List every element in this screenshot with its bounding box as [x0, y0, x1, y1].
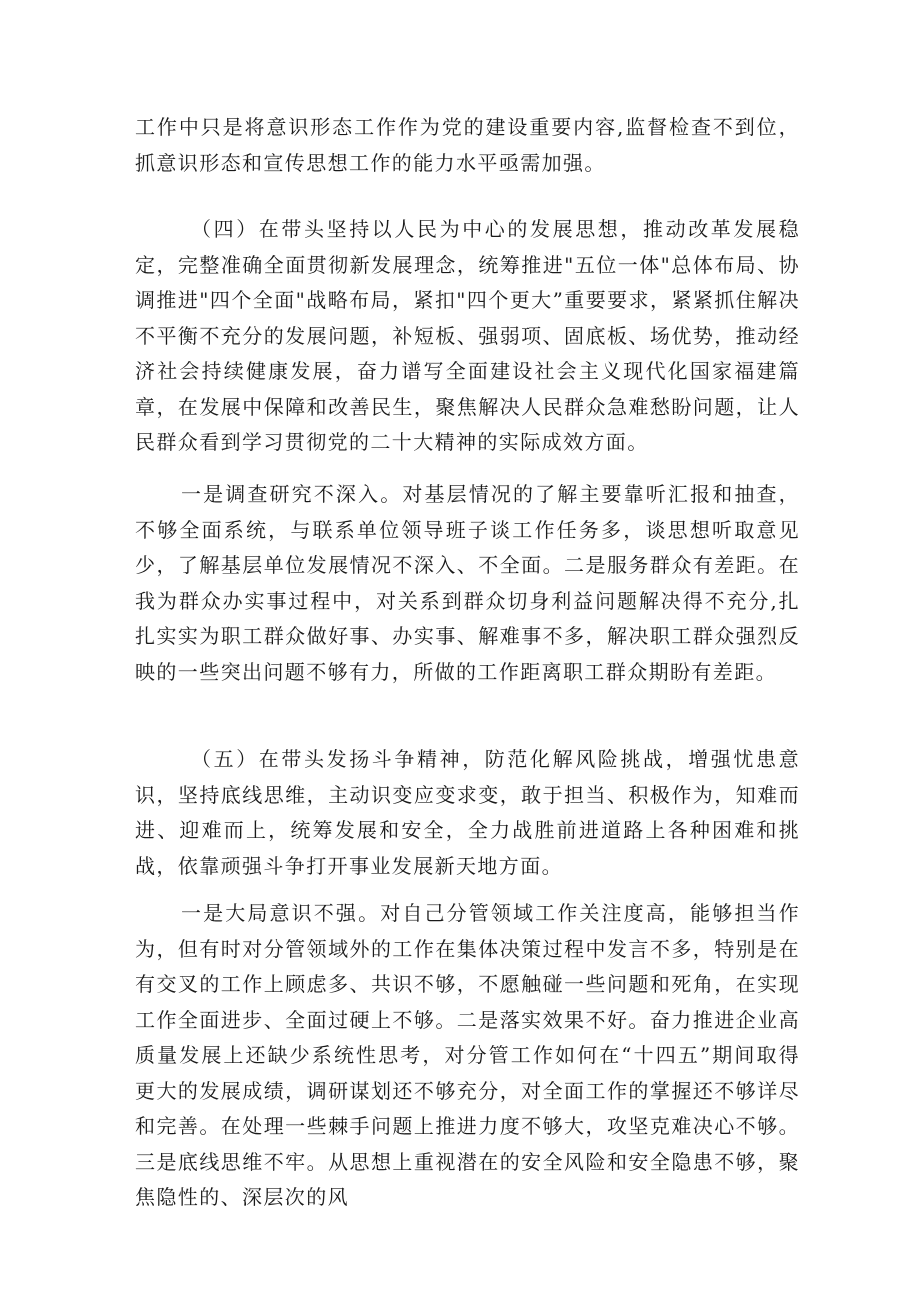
paragraph-2: （四）在带头坚持以人民为中心的发展思想，推动改革发展稳定，完整准确全面贯彻新发展理念，统筹推进"五位一体"总体布局、协调推进"四个全面"战略布局，紧扣"四个更大”重要要求，紧紧抓住解决不平衡不充分的发展问题，补短板、强弱项、固底板、场优势，推动经济社会持续健康发展，奋力谱写全面建设社会主义现代化国家福建篇章，在发展中保障和改善民生，聚焦解决人民群众急难愁盼问题，让人民群众看到学习贯彻党的二十大精神的实际成效方面。 — [135, 217, 800, 454]
paragraph-4: （五）在带头发扬斗争精神，防范化解风险挑战，增强忧患意识，坚持底线思维，主动识变应变求变，敢于担当、积极作为，知难而进、迎难而上，统筹发展和安全，全力战胜前进道路上各种困难和挑战，依靠顽强斗争打开事业发展新天地方面。 — [135, 747, 800, 878]
paragraph-5: 一是大局意识不强。对自己分管领域工作关注度高，能够担当作为，但有时对分管领域外的工作在集体决策过程中发言不多，特别是在有交叉的工作上顾虑多、共识不够，不愿触碰一些问题和死角，在实现工作全面进步、全面过硬上不够。二是落实效果不好。奋力推进企业高质量发展上还缺少系统性思考，对分管工作如何在“十四五”期间取得更大的发展成绩，调研谋划还不够充分，对全面工作的掌握还不够详尽和完善。在处理一些棘手问题上推进力度不够大，攻坚克难决心不够。三是底线思维不牢。从思想上重视潜在的安全风险和安全隐患不够，聚焦隐性的、深层次的风 — [135, 901, 800, 1209]
paragraph-1: 工作中只是将意识形态工作作为党的建设重要内容,监督检查不到位，抓意识形态和宣传思想工作的能力水平亟需加强。 — [135, 115, 800, 175]
paragraph-3: 一是调查研究不深入。对基层情况的了解主要靠听汇报和抽查，不够全面系统，与联系单位领导班子谈工作任务多，谈思想听取意见少，了解基层单位发展情况不深入、不全面。二是服务群众有差距。在我为群众办实事过程中，对关系到群众切身利益问题解决得不充分,扎扎实实为职工群众做好事、办实事、解难事不多，解决职工群众强烈反映的一些突出问题不够有力，所做的工作距离职工群众期盼有差距。 — [135, 482, 800, 684]
